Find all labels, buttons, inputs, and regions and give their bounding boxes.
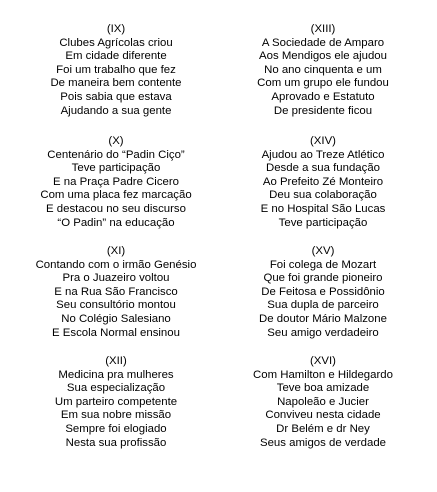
stanza-xvi bbox=[223, 355, 423, 450]
stanza-number: (XI) bbox=[106, 245, 126, 257]
verse-line: Ao Prefeito Zé Monteiro bbox=[262, 175, 384, 188]
verse-line: Centenário do “Padin Ciço” bbox=[47, 148, 185, 161]
stanza-xv bbox=[223, 245, 423, 340]
verse-line: Dr Belém e dr Ney bbox=[276, 422, 370, 435]
verse-line: Em cidade diferente bbox=[65, 50, 167, 63]
verse-line: Aos Mendigos ele ajudou bbox=[259, 50, 387, 63]
stanza-x bbox=[16, 135, 216, 230]
verse-line: De Feitosa e Possidônio bbox=[261, 285, 385, 298]
stanza-xii bbox=[16, 355, 216, 450]
stanza-number: (XVI) bbox=[310, 355, 336, 367]
verse-line: Sua especialização bbox=[66, 382, 166, 395]
verse-line: Em sua nobre missão bbox=[60, 409, 172, 422]
verse-line: E na Praça Padre Cicero bbox=[53, 175, 179, 188]
verse-line: E no Hospital São Lucas bbox=[260, 202, 386, 215]
verse-line: Desde a sua fundação bbox=[266, 162, 380, 175]
verse-line: Napoleão e Jucier bbox=[277, 395, 369, 408]
verse-line: Que foi grande pioneiro bbox=[263, 272, 383, 285]
verse-line: E Escola Normal ensinou bbox=[52, 326, 180, 339]
stanza-xi bbox=[16, 245, 216, 340]
verse-line: Deu sua colaboração bbox=[269, 189, 377, 202]
verse-line: Sua dupla de parceiro bbox=[267, 299, 379, 312]
verse-line: E destacou no seu discurso bbox=[46, 202, 186, 215]
verse-line: Contando com o irmão Genésio bbox=[35, 258, 197, 271]
stanza-number: (XII) bbox=[105, 355, 127, 367]
verse-line: Um parteiro competente bbox=[54, 395, 178, 408]
stanza-xiv bbox=[223, 135, 423, 230]
stanza-number: (X) bbox=[108, 135, 124, 147]
verse-line: Nesta sua profissão bbox=[65, 436, 167, 449]
stanza-number: (XV) bbox=[311, 245, 335, 257]
verse-line: Sempre foi elogiado bbox=[65, 422, 167, 435]
verse-line: De doutor Mário Malzone bbox=[259, 312, 387, 325]
stanza-number: (XIV) bbox=[310, 135, 336, 147]
stanza-number: (IX) bbox=[106, 23, 126, 35]
verse-line: “O Padin” na educação bbox=[57, 216, 175, 229]
verse-line: Teve boa amizade bbox=[276, 382, 370, 395]
verse-line: Foi um trabalho que fez bbox=[56, 63, 176, 76]
verse-line: Seu amigo verdadeiro bbox=[267, 326, 379, 339]
verse-line: Ajudou ao Treze Atlético bbox=[261, 148, 385, 161]
verse-line: E na Rua São Francisco bbox=[54, 285, 178, 298]
verse-line: Medicina pra mulheres bbox=[58, 368, 174, 381]
verse-line: Com um grupo ele fundou bbox=[257, 77, 389, 90]
verse-line: Seus amigos de verdade bbox=[259, 436, 386, 449]
stanza-number: (XIII) bbox=[310, 23, 336, 35]
verse-line: Teve participação bbox=[71, 162, 161, 175]
verse-line: Conviveu nesta cidade bbox=[265, 409, 381, 422]
verse-line: A Sociedade de Amparo bbox=[261, 36, 385, 49]
verse-line: Com Hamilton e Hildegardo bbox=[253, 368, 393, 381]
verse-line: Aprovado e Estatuto bbox=[271, 90, 375, 103]
verse-line: No Colégio Salesiano bbox=[61, 312, 171, 325]
verse-line: Com uma placa fez marcação bbox=[40, 189, 192, 202]
verse-line: Clubes Agrícolas criou bbox=[59, 36, 173, 49]
verse-line: Seu consultório montou bbox=[56, 299, 176, 312]
verse-line: Ajudando a sua gente bbox=[60, 104, 172, 117]
verse-line: Pois sabia que estava bbox=[60, 90, 172, 103]
verse-line: Pra o Juazeiro voltou bbox=[62, 272, 170, 285]
stanza-xiii bbox=[223, 23, 423, 118]
verse-line: De presidente ficou bbox=[273, 104, 373, 117]
verse-line: Teve participação bbox=[278, 216, 368, 229]
stanza-ix bbox=[16, 23, 216, 118]
verse-line: Foi colega de Mozart bbox=[269, 258, 377, 271]
verse-line: De maneira bem contente bbox=[50, 77, 182, 90]
verse-line: No ano cinquenta e um bbox=[264, 63, 382, 76]
